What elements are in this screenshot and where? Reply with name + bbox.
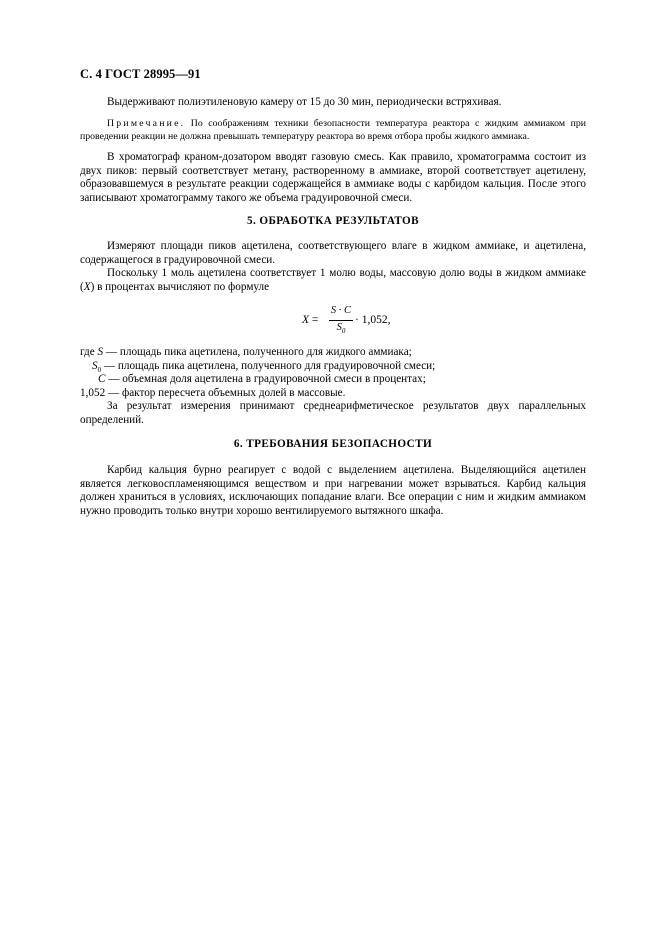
section-heading-processing: 5. ОБРАБОТКА РЕЗУЛЬТАТОВ [247,215,419,227]
formula-intro-variable: X [83,280,91,293]
paragraph-exposure: Выдерживают полиэтиленовую камеру от 15 до 30 мин, периодически встряхивая. [107,96,502,108]
definition-factor: 1,052 — фактор пересчета объемных долей в массовые. [80,386,346,399]
definition-c: C — объемная доля ацетилена в градуировочной смеси в процентах; [98,373,426,385]
paragraph-chromatography: В хроматограф краном-дозатором вводят газовую смесь. Как правило, хроматограмма состоит из двух пиков: первый соответствует метану, растворенному в аммиаке, второй соответствует ацетилену, образовавшемуся в результате реакции содержащейся в аммиаке воды с карбидом кальция. После этого записывают хроматограмму такого же объема градуировочной смеси. [80,151,586,204]
formula-numerator: S · C [330,305,352,316]
note-text: По соображениям техники безопасности температура реактора с жидким аммиаком при проведении реакции не должна превышать температуру реактора во время отбора пробы жидкого аммиака. [80,118,586,143]
note-label: Примечание. [107,118,186,129]
page-header: С. 4 ГОСТ 28995—91 [80,67,201,81]
section-heading-safety: 6. ТРЕБОВАНИЯ БЕЗОПАСНОСТИ [233,438,433,450]
paragraph-formula-intro [80,267,586,294]
definition-s: где S — площадь пика ацетилена, полученного для жидкого аммиака; [80,346,412,358]
formula-lhs: X = [302,314,319,326]
note-paragraph [80,117,586,143]
formula-intro-start: Поскольку 1 моль ацетилена соответствует 1 молю воды, массовую долю воды в жидком аммиаке ( [80,267,586,293]
water-fraction-formula [302,305,402,339]
formula-factor: · 1,052, [355,314,391,326]
paragraph-peak-areas: Измеряют площади пиков ацетилена, соответствующего влаге в жидком аммиаке, и ацетилена, содержащегося в градуировочной смеси. [80,240,586,266]
paragraph-result: За результат измерения принимают среднеарифметическое результатов двух параллельных определений. [80,400,586,426]
paragraph-safety: Карбид кальция бурно реагирует с водой с выделением ацетилена. Выделяющийся ацетилен является легковоспламеняющимся веществом и при нагревании может взрываться. Карбид кальция должен храниться в условиях, исключающих попадание влаги. Все операции с ним и жидким аммиаком нужно проводить только внутри хорошо вентилируемого вытяжного шкафа. [80,464,586,517]
definition-s0: $S_0$ — площадь пика ацетилена, полученного для градуировочной смеси; [92,359,436,374]
formula-definitions [80,346,586,400]
formula-fraction-bar [329,320,353,321]
formula-intro-end: ) в процентах вычисляют по формуле [90,280,270,293]
formula-denominator: $S_0$ [336,322,346,336]
